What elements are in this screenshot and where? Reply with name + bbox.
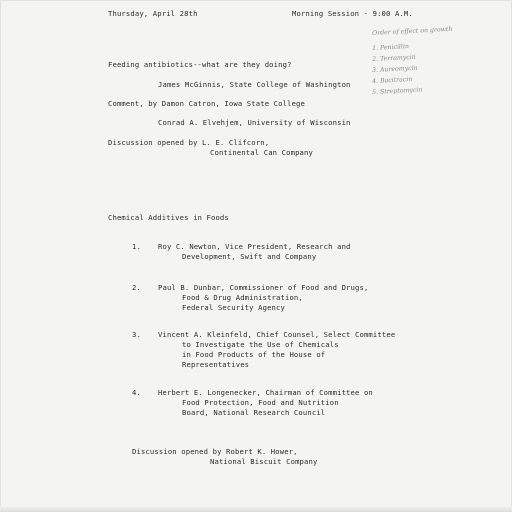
handwritten-note-1: 1. Penicillin <box>372 43 410 52</box>
header-session: Morning Session - 9:00 A.M. <box>292 9 413 18</box>
header-date: Thursday, April 28th <box>108 9 198 18</box>
item-number: 1. <box>132 242 141 251</box>
item-line: Food & Drug Administration, <box>182 293 303 302</box>
section1-discussion-line2: Continental Can Company <box>210 148 313 157</box>
section1-comment2: Conrad A. Elvehjem, University of Wisconsin <box>158 118 351 127</box>
item-number: 4. <box>132 388 141 397</box>
section2-title: Chemical Additives in Foods <box>108 213 229 222</box>
item-line: Federal Security Agency <box>182 303 285 312</box>
item-line: Representatives <box>182 360 250 369</box>
section2-discussion-line2: National Biscuit Company <box>210 457 318 466</box>
item-line: in Food Products of the House of <box>182 350 326 359</box>
item-line: Food Protection, Food and Nutrition <box>182 398 339 407</box>
item-line: Roy C. Newton, Vice President, Research and <box>158 242 351 251</box>
section1-title: Feeding antibiotics--what are they doing? <box>108 60 292 69</box>
page-bottom-edge <box>0 506 512 512</box>
item-line: Vincent A. Kleinfeld, Chief Counsel, Select Committee <box>158 330 396 339</box>
handwritten-note-3: 3. Aureomycin <box>372 64 418 74</box>
item-line: Development, Swift and Company <box>182 252 317 261</box>
section1-discussion-line1: Discussion opened by L. E. Clifcorn, <box>108 138 270 147</box>
handwritten-note-title: Order of effect on growth <box>372 25 453 37</box>
item-line: Herbert E. Longenecker, Chairman of Committee on <box>158 388 373 397</box>
item-number: 2. <box>132 283 141 292</box>
item-number: 3. <box>132 330 141 339</box>
handwritten-note-2: 2. Terramycin <box>372 53 416 63</box>
handwritten-note-4: 4. Bacitracin <box>372 75 413 85</box>
section1-comment: Comment, by Damon Catron, Iowa State College <box>108 99 305 108</box>
handwritten-note-5: 5. Streptomycin <box>372 86 423 96</box>
item-line: Paul B. Dunbar, Commissioner of Food and Drugs, <box>158 283 369 292</box>
section2-discussion-line1: Discussion opened by Robert K. Hower, <box>132 447 298 456</box>
item-line: to Investigate the Use of Chemicals <box>182 340 339 349</box>
section1-speaker: James McGinnis, State College of Washington <box>158 80 351 89</box>
item-line: Board, National Research Council <box>182 408 326 417</box>
